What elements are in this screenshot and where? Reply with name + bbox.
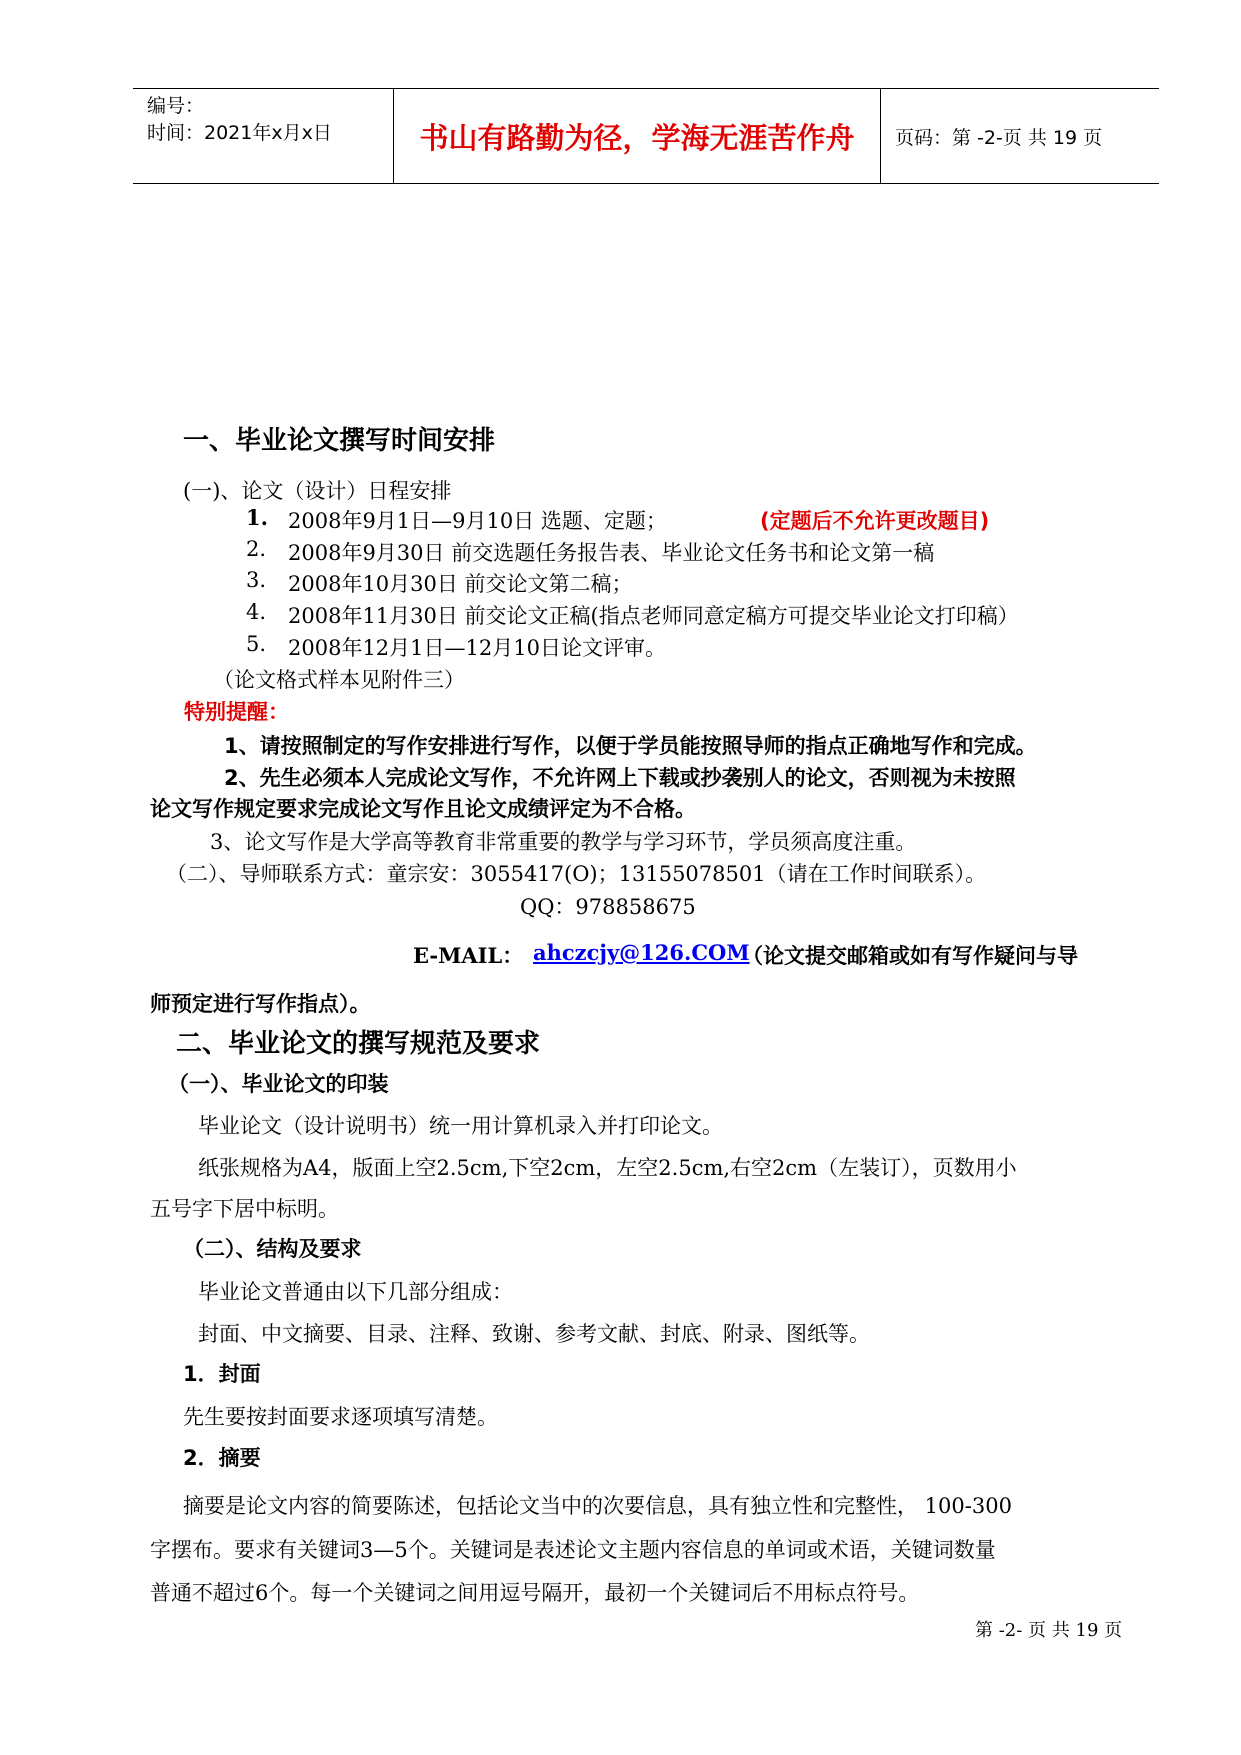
schedule-num-1: 1. [246, 505, 268, 530]
header-motto: 书山有路勤为径，学海无涯苦作舟 [394, 89, 881, 183]
time-label: 时间：2021年x月x日 [147, 122, 332, 144]
section1-sub1: (一)、论文（设计）日程安排 [183, 479, 452, 503]
reminder-2b: 论文写作规定要求完成论文写作且论文成绩评定为不合格。 [150, 797, 696, 821]
reminder-title: 特别提醒： [184, 700, 289, 724]
section2-title: 二、毕业论文的撰写规范及要求 [176, 1029, 541, 1059]
schedule-num-5: 5. [246, 632, 267, 656]
email-link[interactable]: ahczcjy@126.COM [533, 940, 750, 965]
section2-p3: 毕业论文普通由以下几部分组成： [198, 1280, 513, 1304]
email-note-a: （论文提交邮箱或如有写作疑问与导 [742, 944, 1078, 968]
section1-title: 一、毕业论文撰写时间安排 [183, 426, 496, 456]
section2-p2b: 五号字下居中标明。 [150, 1197, 339, 1221]
schedule-num-4: 4. [246, 600, 267, 624]
page-footer: 第 -2- 页 共 19 页 [975, 1620, 1123, 1641]
format-note: （论文格式样本见附件三） [213, 668, 465, 692]
reminder-1: 1、请按照制定的写作安排进行写作，以便于学员能按照导师的指点正确地写作和完成。 [224, 734, 1037, 758]
section2-p5: 先生要按封面要求逐项填写清楚。 [183, 1405, 498, 1429]
email-note-b: 师预定进行写作指点）。 [150, 992, 371, 1016]
section2-sub1: （一）、毕业论文的印装 [168, 1072, 389, 1096]
email-label: E-MAIL： [413, 943, 524, 968]
section2-p2a: 纸张规格为A4，版面上空2.5cm,下空2cm，左空2.5cm,右空2cm（左装订），页数用小 [198, 1156, 1017, 1180]
schedule-item-5: 2008年12月1日—12月10日论文评审。 [288, 636, 666, 660]
abstract-heading: 2．摘要 [183, 1446, 261, 1470]
header-left-cell [133, 89, 394, 183]
section2-p6c: 普通不超过6个。每一个关键词之间用逗号隔开，最初一个关键词后不用标点符号。 [150, 1581, 920, 1605]
reminder-3: 3、论文写作是大学高等教育非常重要的教学与学习环节，学员须高度注重。 [210, 830, 917, 854]
schedule-num-3: 3. [246, 568, 267, 592]
tutor-contact: （二）、导师联系方式：童宗安：3055417(O)；13155078501（请在工作时间联系）。 [166, 862, 987, 886]
section2-p6b: 字摆布。要求有关键词3—5个。关键词是表述论文主题内容信息的单词或术语，关键词数量 [150, 1538, 996, 1562]
section2-sub2: （二）、结构及要求 [183, 1237, 362, 1261]
section2-p1: 毕业论文（设计说明书）统一用计算机录入并打印论文。 [198, 1114, 723, 1138]
header-table [133, 88, 1159, 184]
schedule-item-1: 2008年9月1日—9月10日 选题、定题； [288, 509, 667, 533]
schedule-note-1: (定题后不允许更改题目) [760, 509, 990, 533]
section2-p6a: 摘要是论文内容的简要陈述，包括论文当中的次要信息，具有独立性和完整性， 100-300 [183, 1494, 1012, 1518]
schedule-num-2: 2. [246, 537, 267, 561]
tutor-qq: QQ：978858675 [520, 895, 696, 919]
reminder-2a: 2、先生必须本人完成论文写作，不允许网上下载或抄袭别人的论文，否则视为未按照 [224, 766, 1016, 790]
schedule-item-4: 2008年11月30日 前交论文正稿(指点老师同意定稿方可提交毕业论文打印稿） [288, 604, 1019, 628]
schedule-item-2: 2008年9月30日 前交选题任务报告表、毕业论文任务书和论文第一稿 [288, 541, 935, 565]
number-label: 编号： [147, 95, 205, 117]
header-page-label: 页码：第 -2-页 共 19 页 [895, 126, 1103, 149]
cover-heading: 1．封面 [183, 1362, 261, 1386]
section2-p4: 封面、中文摘要、目录、注释、致谢、参考文献、封底、附录、图纸等。 [198, 1322, 870, 1346]
schedule-item-3: 2008年10月30日 前交论文第二稿； [288, 572, 633, 596]
